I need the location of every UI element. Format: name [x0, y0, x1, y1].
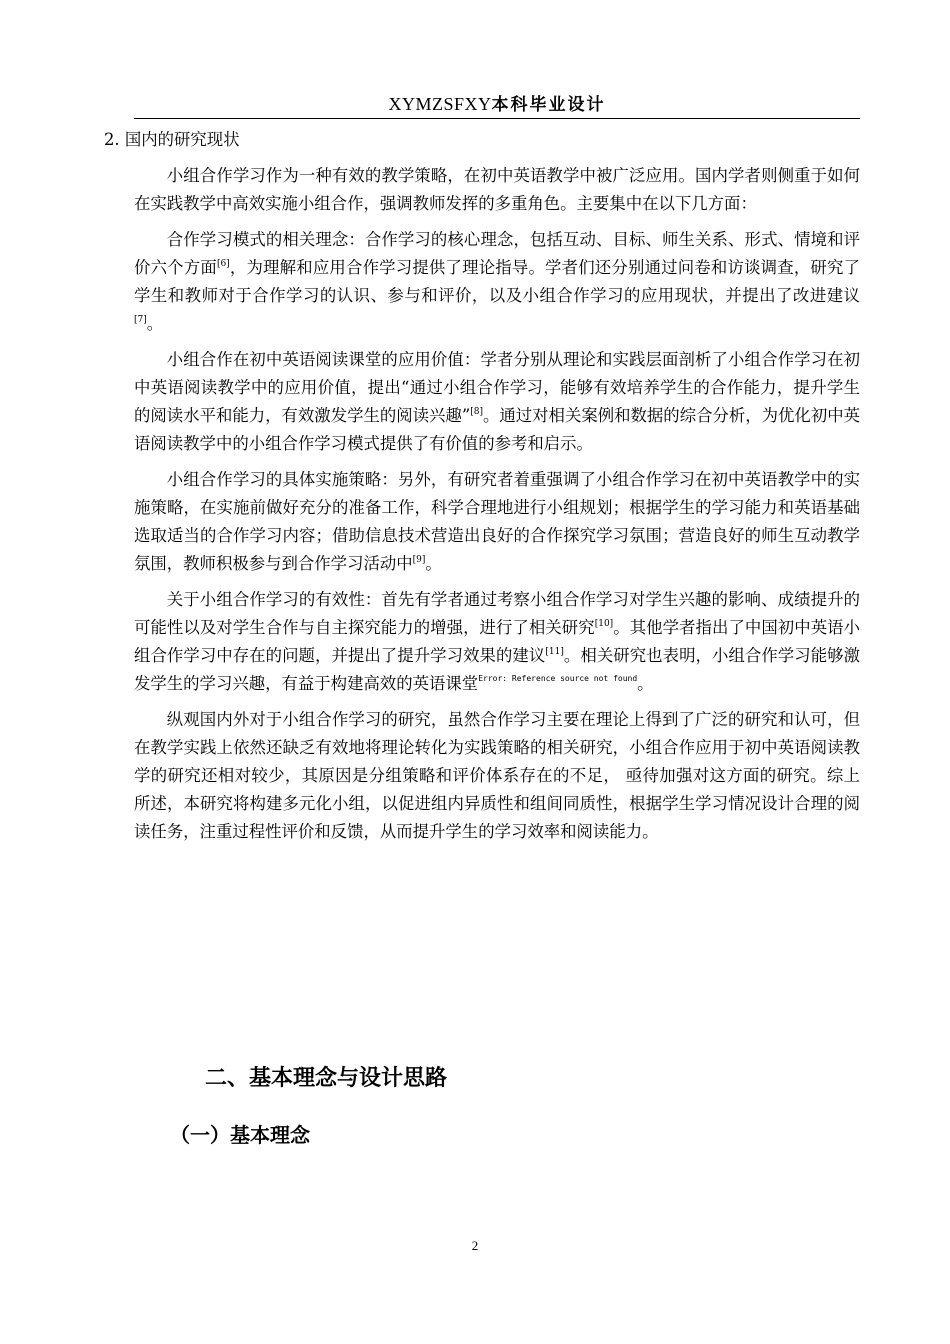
subsection-heading: （一）基本理念 [170, 1123, 310, 1147]
paragraph-text: 。相关研究也表明，小组合作学习能够激发学生的学习兴趣，有益于构建高效的英语课堂 [134, 646, 861, 693]
paragraph-intro: 小组合作学习作为一种有效的教学策略，在初中英语教学中被广泛应用。国内学者则侧重于如何在实践教学中高效实施小组合作，强调教师发挥的多重角色。主要集中在以下几方面： [134, 166, 860, 213]
citation-6[interactable]: [6] [216, 259, 230, 269]
citation-8[interactable]: [8] [470, 407, 483, 417]
citation-7[interactable]: [7] [134, 315, 147, 325]
citation-9[interactable]: [9] [412, 555, 426, 565]
paragraph-cooperative-concepts [134, 226, 860, 338]
header-code: XYMZSFXY [388, 94, 492, 114]
paragraph-implementation [134, 466, 860, 578]
citation-11[interactable]: [11] [545, 647, 564, 657]
paragraph-text: 。 [146, 314, 164, 333]
paragraph-text: 。 [637, 674, 654, 693]
reference-error: Error: Reference source not found [478, 674, 638, 683]
paragraph-effectiveness [134, 586, 860, 698]
paragraph-text: 。 [425, 554, 442, 573]
page-number: 2 [471, 1238, 479, 1253]
citation-10[interactable]: [10] [594, 619, 614, 629]
document-body [104, 126, 861, 854]
paragraph-text: 。通过对相关案例和数据的综合分析，为优化初中英语阅读教学中的小组合作学习模式提供了有价值的参考和启示。 [134, 406, 861, 453]
paragraph-text: 。其他学者指出了中国初中英语小组合作学习中存在的问题，并提出了提升学习效果的建议 [134, 618, 861, 665]
paragraph-summary: 纵观国内外对于小组合作学习的研究，虽然合作学习主要在理论上得到了广泛的研究和认可，但在教学实践上依然还缺乏有效地将理论转化为实践策略的相关研究，小组合作应用于初中英语阅读教学的研究还相对较少，其原因是分组策略和评价体系存在的不足， 亟待加强对这方面的研究。综上所述，本研究将构建多元化小组，以促进组内异质性和组间同质性，根据学生学习情况设计合理的阅读任务，注重过程性评价和反馈，从而提升学生的学习效率和阅读能力。 [134, 710, 860, 841]
paragraph-text: 关于小组合作学习的有效性：首先有学者通过考察小组合作学习对学生兴趣的影响、成绩提升的可能性以及对学生合作与自主探究能力的增强，进行了相关研究 [134, 590, 860, 637]
header-title: 本科毕业设计 [491, 95, 606, 115]
chapter-heading: 二、基本理念与设计思路 [205, 1066, 448, 1091]
paragraph-text: 小组合作学习的具体实施策略：另外，有研究者着重强调了小组合作学习在初中英语教学中的实施策略，在实施前做好充分的准备工作，科学合理地进行小组规划；根据学生的学习能力和英语基础选取适当的合作学习内容；借助信息技术营造出良好的合作探究学习氛围；营造良好的师生互动教学氛围，教师积极参与到合作学习活动中 [134, 470, 860, 573]
page-header [134, 90, 860, 119]
paragraph-text: 小组合作在初中英语阅读课堂的应用价值：学者分别从理论和实践层面剖析了小组合作学习在初中英语阅读教学中的应用价值，提出“通过小组合作学习，能够有效培养学生的合作能力，提升学生的阅读水平和能力，有效激发学生的阅读兴趣” [134, 350, 860, 425]
paragraph-text: ，为理解和应用合作学习提供了理论指导。学者们还分别通过问卷和访谈调查，研究了学生和教师对于合作学习的认识、参与和评价，以及小组合作学习的应用现状，并提出了改进建议 [134, 258, 860, 305]
section-heading: 2. 国内的研究现状 [104, 130, 240, 149]
paragraph-text: 合作学习模式的相关理念：合作学习的核心理念，包括互动、目标、师生关系、形式、情境和评价六个方面 [134, 230, 860, 277]
paragraph-application-value [134, 346, 860, 458]
